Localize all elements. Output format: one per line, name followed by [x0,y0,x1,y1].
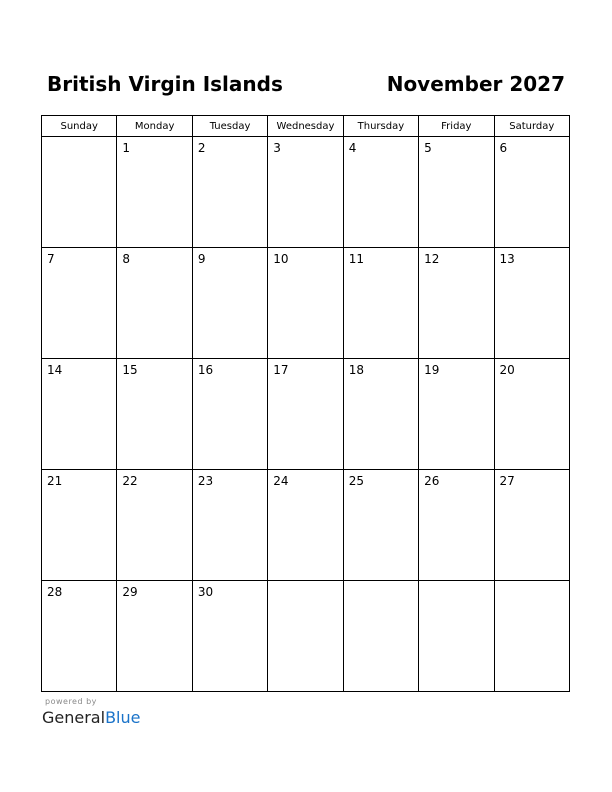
day-cell [343,137,418,248]
day-number [268,581,342,585]
day-cell [343,359,418,470]
day-number: 17 [273,363,289,377]
day-number: 16 [197,363,214,377]
day-number: 27 [499,474,515,488]
day-cell [192,359,267,470]
generalblue-logo[interactable] [42,708,140,728]
day-cell [117,581,192,692]
brand-blue-text: Blue [105,708,141,727]
day-cell [494,137,569,248]
day-cell [494,248,569,359]
day-number: 26 [424,474,440,488]
day-cell [419,581,494,692]
day-number: 5 [424,141,432,155]
day-number: 18 [348,363,364,377]
day-number: 24 [273,474,289,488]
day-cell [42,470,117,581]
day-cell [117,359,192,470]
weekday-thursday: Thursday [343,116,418,137]
day-number: 3 [273,141,281,155]
day-cell [117,248,192,359]
day-cell [268,248,343,359]
day-number: 25 [348,474,364,488]
day-number: 4 [348,141,357,155]
day-number: 22 [122,474,138,488]
day-cell [192,581,267,692]
day-cell [343,581,418,692]
day-cell [42,248,117,359]
day-cell [117,470,192,581]
day-cell [419,248,494,359]
day-cell [192,137,267,248]
day-number: 29 [122,585,138,599]
day-cell [343,248,418,359]
day-number: 20 [499,363,515,377]
day-cell [42,359,117,470]
day-cell [268,359,343,470]
day-cell [494,470,569,581]
day-number [419,581,493,585]
day-number: 8 [122,252,131,266]
day-number [495,581,569,585]
day-cell [419,470,494,581]
weekday-header-row [42,116,570,137]
day-cell [192,470,267,581]
day-number: 13 [499,252,515,266]
week-row [42,248,570,359]
day-number [42,137,116,141]
day-cell [268,137,343,248]
day-cell [268,470,343,581]
weekday-tuesday: Tuesday [192,116,267,137]
calendar-month-title: November 2027 [386,72,565,96]
day-number: 11 [348,252,364,266]
calendar-region-title: British Virgin Islands [47,72,283,96]
footer-branding [42,697,140,728]
day-cell [117,137,192,248]
day-cell [419,137,494,248]
day-number: 30 [197,585,214,599]
day-cell [42,137,117,248]
day-cell [494,581,569,692]
day-cell [343,470,418,581]
day-number: 7 [47,252,55,266]
day-number [344,581,418,585]
weekday-monday: Monday [117,116,192,137]
day-number: 14 [47,363,63,377]
weekday-wednesday: Wednesday [268,116,343,137]
day-number: 2 [197,141,206,155]
brand-general-text: General [42,708,106,727]
powered-by-text: powered by [45,697,97,706]
day-number: 19 [424,363,440,377]
day-number: 9 [197,252,206,266]
day-number: 15 [122,363,138,377]
day-cell [42,581,117,692]
week-row [42,359,570,470]
day-cell [268,581,343,692]
weekday-friday: Friday [419,116,494,137]
calendar-grid [41,115,570,688]
week-row [42,581,570,692]
day-number: 23 [197,474,214,488]
day-number: 12 [424,252,440,266]
day-cell [419,359,494,470]
day-number: 10 [273,252,289,266]
day-number: 28 [47,585,63,599]
week-row [42,137,570,248]
weekday-sunday: Sunday [42,116,117,137]
week-row [42,470,570,581]
day-number: 1 [122,141,131,155]
day-cell [192,248,267,359]
day-number: 21 [47,474,63,488]
weekday-saturday: Saturday [494,116,569,137]
day-cell [494,359,569,470]
day-number: 6 [499,141,508,155]
